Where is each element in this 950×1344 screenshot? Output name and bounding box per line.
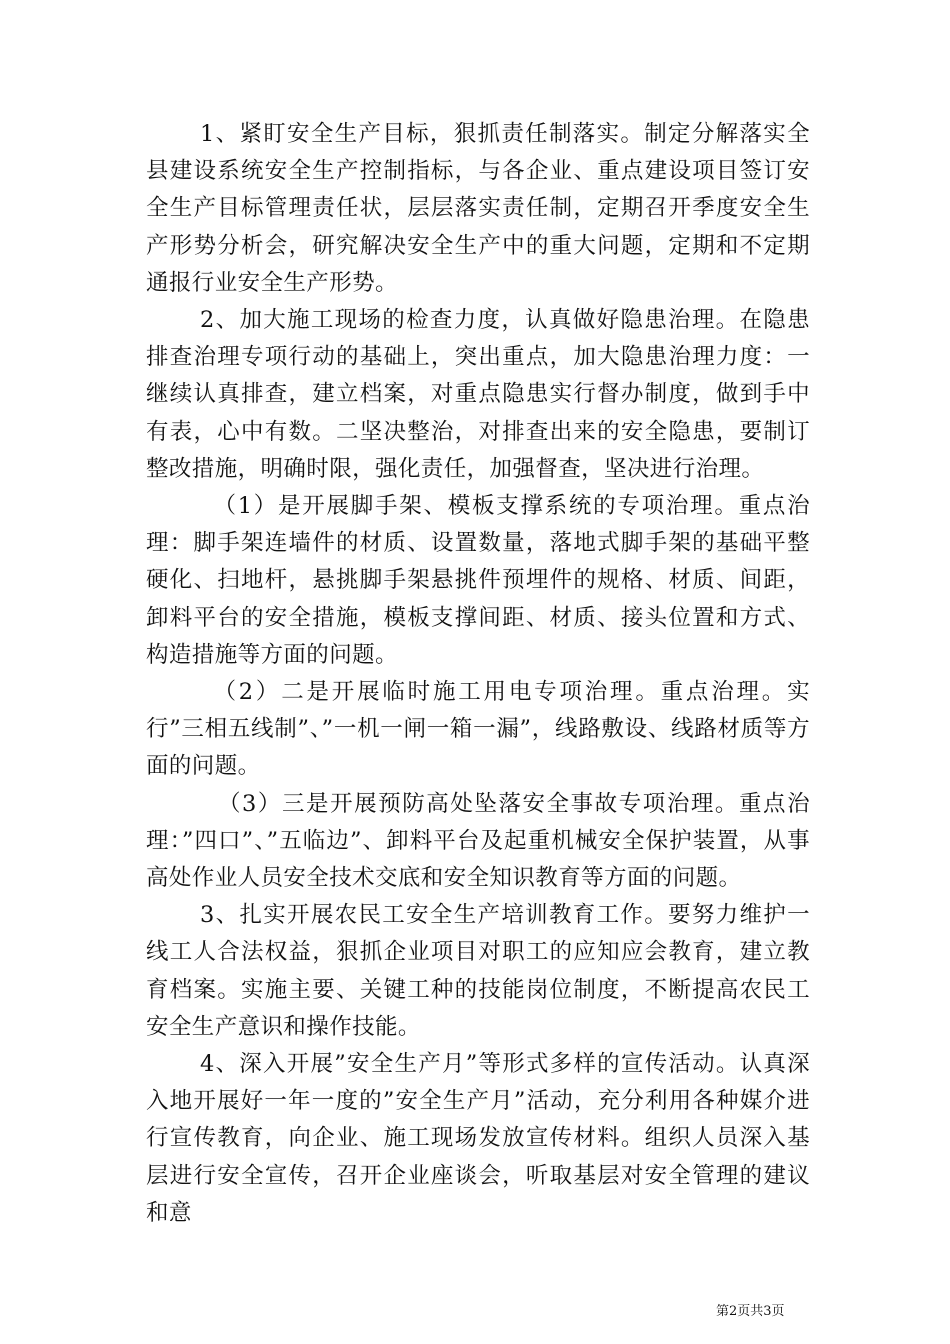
document-body <box>146 116 810 1232</box>
paragraph-2: 2、加大施工现场的检查力度，认真做好隐患治理。在隐患排查治理专项行动的基础上，突出重点，加大隐患治理力度：一继续认真排查，建立档案，对重点隐患实行督办制度，做到手中有表，心中有数。二坚决整治，对排查出来的安全隐患，要制订整改措施，明确时限，强化责任，加强督查，坚决进行治理。 <box>146 307 810 482</box>
paragraph-3: （1）是开展脚手架、模板支撑系统的专项治理。重点治理：脚手架连墙件的材质、设置数量，落地式脚手架的基础平整硬化、扫地杆，悬挑脚手架悬挑件预埋件的规格、材质、间距，卸料平台的安全措施，模板支撑间距、材质、接头位置和方式、构造措施等方面的问题。 <box>146 493 810 668</box>
page-number-footer: 第2页共3页 <box>716 1304 785 1319</box>
paragraph-1: 1、紧盯安全生产目标，狠抓责任制落实。制定分解落实全县建设系统安全生产控制指标，与各企业、重点建设项目签订安全生产目标管理责任状，层层落实责任制，定期召开季度安全生产形势分析会，研究解决安全生产中的重大问题，定期和不定期通报行业安全生产形势。 <box>146 121 810 296</box>
paragraph-4: （2）二是开展临时施工用电专项治理。重点治理。实行”三相五线制”、”一机一闸一箱一漏”，线路敷设、线路材质等方面的问题。 <box>146 679 810 780</box>
paragraph-6: 3、扎实开展农民工安全生产培训教育工作。要努力维护一线工人合法权益，狠抓企业项目对职工的应知应会教育，建立教育档案。实施主要、关键工种的技能岗位制度，不断提高农民工安全生产意识和操作技能。 <box>146 902 810 1040</box>
paragraph-5: （3）三是开展预防高处坠落安全事故专项治理。重点治理：”四口”、”五临边”、卸料平台及起重机械安全保护装置，从事高处作业人员安全技术交底和安全知识教育等方面的问题。 <box>146 790 810 892</box>
paragraph-7: 4、深入开展”安全生产月”等形式多样的宣传活动。认真深入地开展好一年一度的”安全生产月”活动，充分利用各种媒介进行宣传教育，向企业、施工现场发放宣传材料。组织人员深入基层进行安全宣传，召开企业座谈会，听取基层对安全管理的建议和意 <box>146 1051 810 1226</box>
